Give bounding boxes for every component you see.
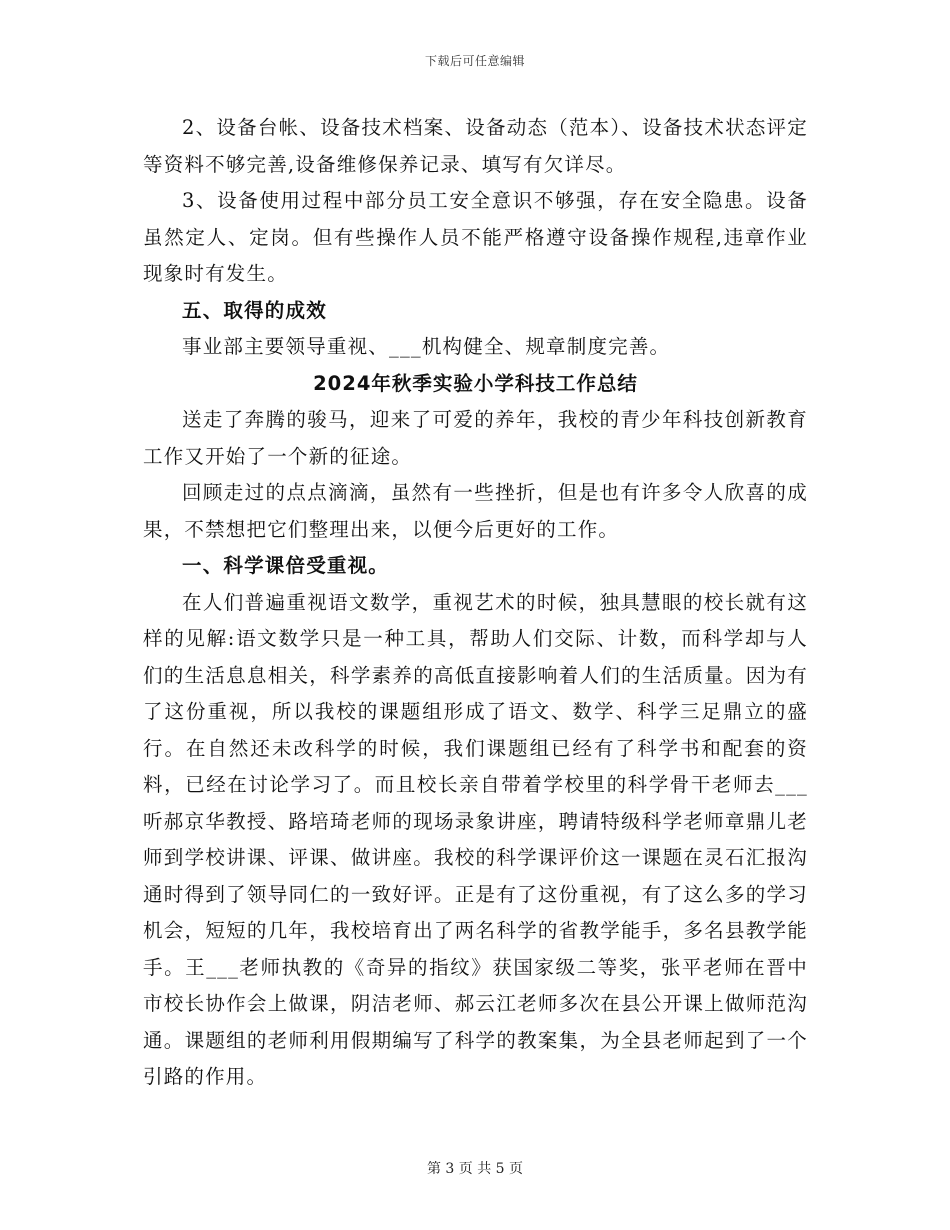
paragraph-intro: 送走了奔腾的骏马，迎来了可爱的养年，我校的青少年科技创新教育工作又开始了一个新的征途。 [143,408,808,468]
paragraph-safety-awareness: 3、设备使用过程中部分员工安全意识不够强，存在安全隐患。设备虽然定人、定岗。但有些操作人员不能严格遵守设备操作规程,违章作业现象时有发生。 [143,189,808,285]
section-heading-science: 一、科学课倍受重视。 [182,554,390,577]
paragraph-equipment-records: 2、设备台帐、设备技术档案、设备动态（范本）、设备技术状态评定等资料不够完善,设备维修保养记录、填写有欠详尽。 [143,116,808,176]
document-body [143,110,808,1096]
page-header: 下载后可任意编辑 [424,54,525,68]
paragraph-review: 回顾走过的点点滴滴，虽然有一些挫折，但是也有许多令人欣喜的成果，不禁想把它们整理出来，以便今后更好的工作。 [143,481,808,541]
page-footer: 第 3 页 共 5 页 [426,1161,524,1177]
section-heading-achievements: 五、取得的成效 [182,298,327,322]
paragraph-science-details: 在人们普遍重视语文数学，重视艺术的时候，独具慧眼的校长就有这样的见解:语文数学只是一种工具，帮助人们交际、计数，而科学却与人们的生活息息相关，科学素养的高低直接影响着人们的生活质量。因为有了这份重视，所以我校的课题组形成了语文、数学、科学三足鼎立的盛行。在自然还未改科学的时候，我们课题组已经有了科学书和配套的资料，已经在讨论学习了。而且校长亲自带着学校里的科学骨干老师去___听郝京华教授、路培琦老师的现场录象讲座，聘请特级科学老师章鼎儿老师到学校讲课、评课、做讲座。我校的科学课评价这一课题在灵石汇报沟通时得到了领导同仁的一致好评。正是有了这份重视，有了这么多的学习机会，短短的几年，我校培育出了两名科学的省教学能手，多名县教学能手。王___老师执教的《奇异的指纹》获国家级二等奖，张平老师在晋中市校长协作会上做课，阴洁老师、郝云江老师多次在县公开课上做师范沟通。课题组的老师利用假期编写了科学的教案集，为全县老师起到了一个引路的作用。 [143,590,808,1088]
paragraph-achievements: 事业部主要领导重视、___机构健全、规章制度完善。 [182,335,671,358]
document-title: 2024年秋季实验小学科技工作总结 [313,371,638,395]
